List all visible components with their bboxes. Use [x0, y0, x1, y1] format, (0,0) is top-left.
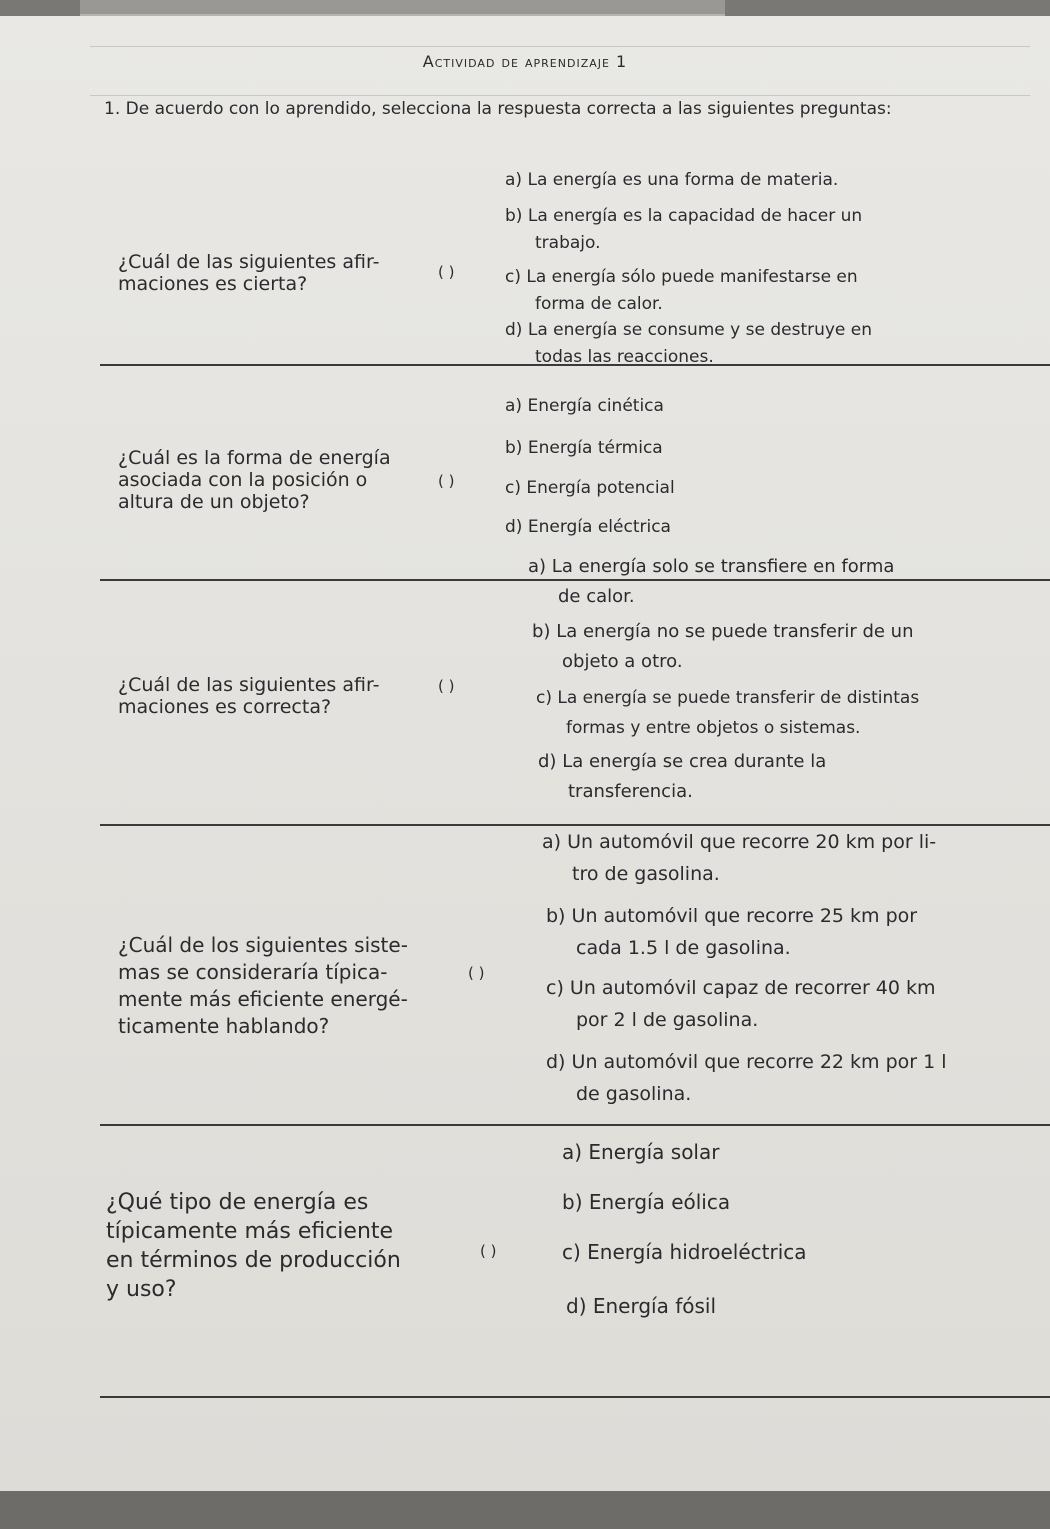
question-5-option-c: c) Energía hidroeléctrica — [562, 1240, 807, 1264]
question-4-text: ¿Cuál de los siguientes siste- mas se consideraría típica- mente más eficiente energé- ticamente hablando? — [118, 933, 408, 1038]
answer-box-3[interactable]: ( ) — [438, 677, 455, 695]
top-strip — [80, 0, 725, 17]
answer-box-1[interactable]: ( ) — [438, 263, 455, 281]
activity-title: Actividad de aprendizaje 1 — [422, 52, 628, 71]
question-4-option-d: d) Un automóvil que recorre 22 km por 1 l de gasolina. — [546, 1051, 947, 1105]
question-1-text: ¿Cuál de las siguientes afir- maciones es cierta? — [118, 251, 380, 295]
top-bar — [0, 0, 1050, 16]
question-5-option-b: b) Energía eólica — [562, 1190, 731, 1214]
worksheet-page — [0, 16, 1050, 1491]
answer-box-2[interactable]: ( ) — [438, 472, 455, 490]
instruction-number: 1. — [104, 99, 121, 119]
question-3-option-c: c) La energía se puede transferir de distintas formas y entre objetos o sistemas. — [536, 688, 920, 738]
question-3-option-a: a) La energía solo se transfiere en forma de calor. — [528, 556, 895, 607]
question-2-text: ¿Cuál es la forma de energía asociada con la posición o altura de un objeto? — [118, 447, 391, 513]
question-3-text: ¿Cuál de las siguientes afir- maciones es correcta? — [118, 674, 380, 718]
question-1-option-c: c) La energía sólo puede manifestarse en forma de calor. — [505, 267, 858, 314]
question-4-option-c: c) Un automóvil capaz de recorrer 40 km por 2 l de gasolina. — [546, 977, 936, 1031]
question-5-option-d: d) Energía fósil — [566, 1294, 717, 1318]
question-row-4 — [100, 824, 1050, 1126]
question-row-3 — [100, 556, 1050, 826]
question-3-option-b: b) La energía no se puede transferir de un objeto a otro. — [532, 621, 914, 672]
question-5-option-a: a) Energía solar — [562, 1140, 720, 1164]
question-1-option-a: a) La energía es una forma de materia. — [505, 170, 839, 190]
question-table — [100, 169, 1035, 1529]
question-2-option-d: d) Energía eléctrica — [505, 517, 671, 537]
question-row-5 — [100, 1124, 1050, 1398]
question-4-option-b: b) Un automóvil que recorre 25 km por cada 1.5 l de gasolina. — [546, 905, 918, 959]
question-1-option-b: b) La energía es la capacidad de hacer un trabajo. — [505, 206, 863, 253]
instruction-text: De acuerdo con lo aprendido, selecciona la respuesta correcta a las siguientes preguntas: — [125, 99, 892, 119]
answer-box-5[interactable]: ( ) — [480, 1242, 497, 1260]
question-2-option-b: b) Energía térmica — [505, 438, 663, 458]
question-1-option-d: d) La energía se consume y se destruye en todas las reacciones. — [505, 320, 873, 367]
question-2-option-a: a) Energía cinética — [505, 396, 664, 416]
question-row-1 — [100, 169, 1050, 366]
question-3-option-d: d) La energía se crea durante la transferencia. — [538, 751, 827, 802]
question-5-text: ¿Qué tipo de energía es típicamente más eficiente en términos de producción y uso? — [106, 1190, 401, 1302]
question-4-option-a: a) Un automóvil que recorre 20 km por li- tro de gasolina. — [542, 831, 937, 885]
instruction — [104, 98, 940, 120]
question-2-option-c: c) Energía potencial — [505, 478, 675, 498]
answer-box-4[interactable]: ( ) — [468, 964, 485, 982]
